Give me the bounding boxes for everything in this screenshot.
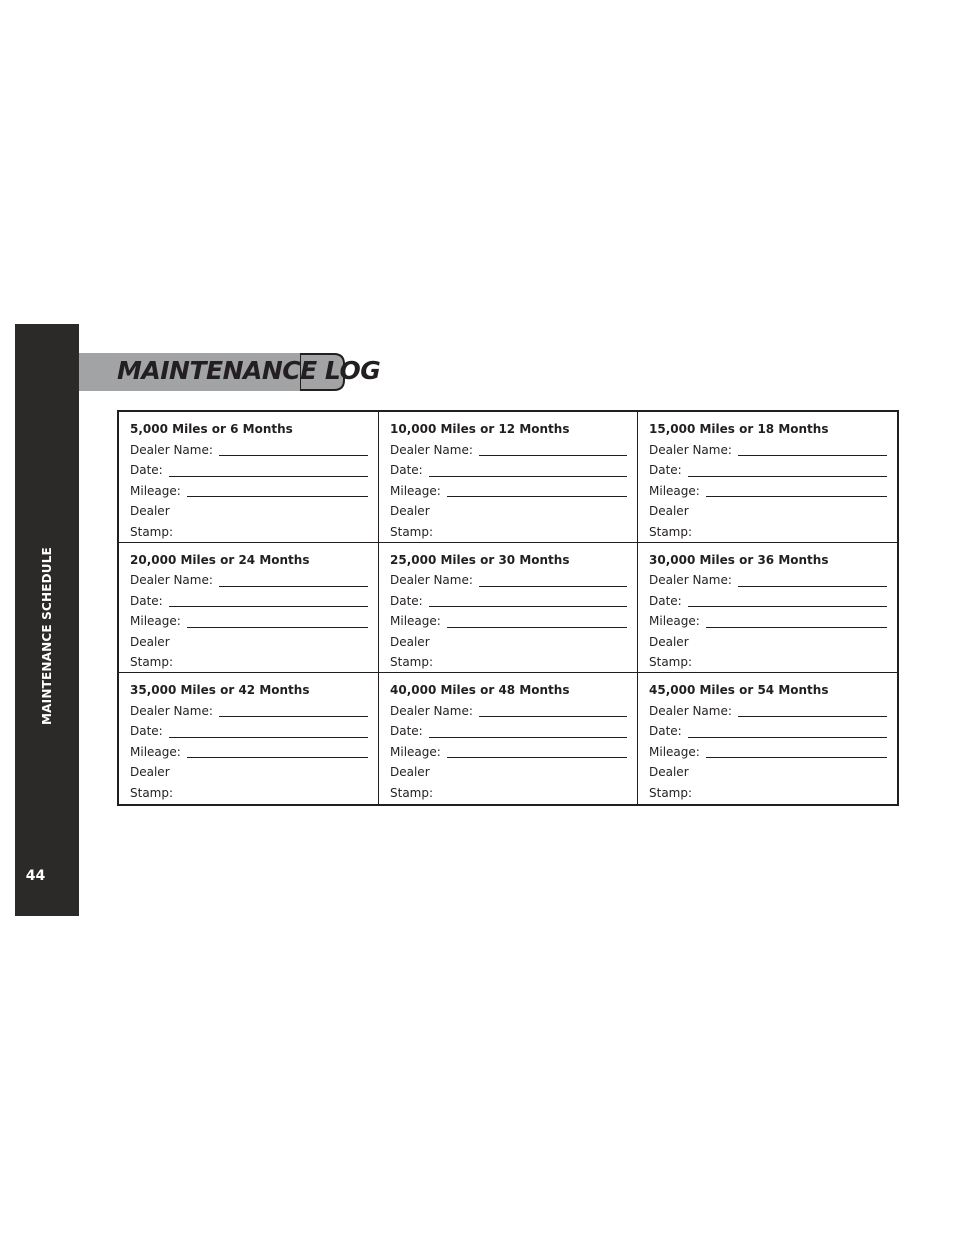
mileage-field-label: Mileage: — [649, 614, 700, 629]
dealer-stamp-area: Stamp: — [390, 655, 434, 670]
mileage-field-line[interactable] — [447, 627, 627, 628]
mileage-field-line[interactable] — [706, 757, 887, 758]
mileage-field[interactable] — [649, 742, 887, 763]
date-field[interactable] — [649, 721, 887, 742]
dealer-stamp-area: Stamp: — [390, 524, 434, 539]
date-field[interactable] — [130, 721, 368, 742]
mileage-field-label: Mileage: — [390, 614, 441, 629]
dealer-name-field-line[interactable] — [738, 455, 887, 456]
service-interval: 35,000 Miles or 42 Months — [130, 683, 310, 698]
dealer-name-field-label: Dealer Name: — [390, 573, 473, 588]
mileage-field-line[interactable] — [187, 627, 368, 628]
mileage-field-label: Mileage: — [649, 744, 700, 759]
date-field[interactable] — [130, 591, 368, 612]
dealer-stamp-label: Dealer — [390, 634, 430, 649]
dealer-stamp-area: Stamp: — [649, 524, 693, 539]
date-field-label: Date: — [390, 463, 423, 477]
dealer-name-field-label: Dealer Name: — [649, 573, 732, 588]
dealer-stamp-label: Dealer — [130, 765, 170, 780]
mileage-field[interactable] — [390, 611, 627, 632]
dealer-stamp-label: Dealer — [649, 634, 689, 649]
log-entry — [638, 543, 897, 674]
service-interval: 30,000 Miles or 36 Months — [649, 552, 829, 567]
log-entry — [379, 673, 638, 804]
dealer-name-field-line[interactable] — [219, 586, 368, 587]
date-field-line[interactable] — [688, 476, 887, 477]
date-field[interactable] — [649, 460, 887, 481]
mileage-field-label: Mileage: — [649, 483, 700, 498]
date-field-line[interactable] — [688, 737, 887, 738]
dealer-stamp-label: Dealer — [130, 504, 170, 518]
log-entry — [119, 543, 379, 674]
dealer-stamp-area: Stamp: — [130, 524, 174, 539]
mileage-field[interactable] — [649, 481, 887, 502]
date-field-label: Date: — [390, 593, 423, 608]
mileage-field-label: Mileage: — [130, 483, 181, 498]
service-interval: 25,000 Miles or 30 Months — [390, 552, 570, 567]
date-field[interactable] — [130, 460, 368, 481]
date-field[interactable] — [390, 591, 627, 612]
dealer-stamp-label: Dealer — [390, 765, 430, 780]
dealer-name-field-line[interactable] — [479, 716, 627, 717]
mileage-field-label: Mileage: — [130, 614, 181, 629]
log-entry — [119, 412, 379, 543]
dealer-name-field-label: Dealer Name: — [649, 703, 732, 718]
mileage-field-line[interactable] — [447, 757, 627, 758]
mileage-field-line[interactable] — [706, 496, 887, 497]
dealer-stamp-label: Dealer — [130, 634, 170, 649]
service-interval: 45,000 Miles or 54 Months — [649, 683, 829, 698]
dealer-stamp-area: Stamp: — [130, 655, 174, 670]
dealer-name-field-label: Dealer Name: — [390, 703, 473, 718]
dealer-name-field[interactable] — [649, 440, 887, 461]
log-entry — [638, 412, 897, 543]
date-field-line[interactable] — [688, 606, 887, 607]
date-field-line[interactable] — [169, 606, 368, 607]
date-field-line[interactable] — [429, 476, 627, 477]
dealer-name-field-line[interactable] — [738, 716, 887, 717]
dealer-name-field-label: Dealer Name: — [649, 442, 732, 457]
dealer-name-field[interactable] — [130, 440, 368, 461]
mileage-field-label: Mileage: — [130, 744, 181, 759]
service-interval: 20,000 Miles or 24 Months — [130, 552, 310, 567]
mileage-field[interactable] — [649, 611, 887, 632]
mileage-field[interactable] — [390, 742, 627, 763]
dealer-name-field-line[interactable] — [219, 455, 368, 456]
dealer-name-field[interactable] — [649, 570, 887, 591]
date-field-label: Date: — [130, 593, 163, 608]
dealer-name-field[interactable] — [390, 570, 627, 591]
dealer-stamp-label: Dealer — [649, 765, 689, 780]
mileage-field[interactable] — [130, 611, 368, 632]
dealer-name-field[interactable] — [390, 440, 627, 461]
dealer-name-field[interactable] — [390, 701, 627, 722]
mileage-field-line[interactable] — [187, 496, 368, 497]
log-entry — [119, 673, 379, 804]
date-field-label: Date: — [649, 724, 682, 739]
dealer-stamp-label: Dealer — [390, 504, 430, 518]
dealer-stamp-area: Stamp: — [649, 655, 693, 670]
dealer-stamp-area: Stamp: — [649, 785, 693, 800]
dealer-name-field-line[interactable] — [738, 586, 887, 587]
page-number: 44 — [25, 868, 46, 884]
date-field-label: Date: — [649, 463, 682, 477]
log-entry — [379, 412, 638, 543]
dealer-name-field-label: Dealer Name: — [130, 573, 213, 588]
mileage-field-line[interactable] — [447, 496, 627, 497]
service-interval: 40,000 Miles or 48 Months — [390, 683, 570, 698]
date-field[interactable] — [390, 721, 627, 742]
date-field-line[interactable] — [169, 476, 368, 477]
dealer-name-field-label: Dealer Name: — [130, 442, 213, 457]
date-field[interactable] — [649, 591, 887, 612]
service-interval: 10,000 Miles or 12 Months — [390, 422, 570, 436]
mileage-field-line[interactable] — [706, 627, 887, 628]
dealer-name-field-line[interactable] — [219, 716, 368, 717]
date-field-label: Date: — [649, 593, 682, 608]
service-interval: 15,000 Miles or 18 Months — [649, 422, 829, 436]
log-entry — [638, 673, 897, 804]
dealer-name-field[interactable] — [130, 570, 368, 591]
mileage-field[interactable] — [130, 742, 368, 763]
dealer-stamp-label: Dealer — [649, 504, 689, 518]
maintenance-log-table — [117, 410, 899, 806]
date-field-label: Date: — [130, 463, 163, 477]
date-field-line[interactable] — [429, 606, 627, 607]
mileage-field-label: Mileage: — [390, 744, 441, 759]
service-interval: 5,000 Miles or 6 Months — [130, 422, 293, 436]
dealer-name-field[interactable] — [130, 701, 368, 722]
dealer-name-field-line[interactable] — [479, 586, 627, 587]
date-field-line[interactable] — [429, 737, 627, 738]
log-entry — [379, 543, 638, 674]
date-field-label: Date: — [390, 724, 423, 739]
dealer-stamp-area: Stamp: — [390, 785, 434, 800]
dealer-name-field-line[interactable] — [479, 455, 627, 456]
mileage-field-line[interactable] — [187, 757, 368, 758]
mileage-field-label: Mileage: — [390, 483, 441, 498]
dealer-stamp-area: Stamp: — [130, 785, 174, 800]
dealer-name-field-label: Dealer Name: — [130, 703, 213, 718]
page-title: MAINTENANCE LOG — [117, 356, 381, 385]
date-field-label: Date: — [130, 724, 163, 739]
dealer-name-field-label: Dealer Name: — [390, 442, 473, 457]
mileage-field[interactable] — [390, 481, 627, 502]
dealer-name-field[interactable] — [649, 701, 887, 722]
date-field-line[interactable] — [169, 737, 368, 738]
section-side-label: MAINTENANCE SCHEDULE — [40, 547, 54, 725]
date-field[interactable] — [390, 460, 627, 481]
mileage-field[interactable] — [130, 481, 368, 502]
